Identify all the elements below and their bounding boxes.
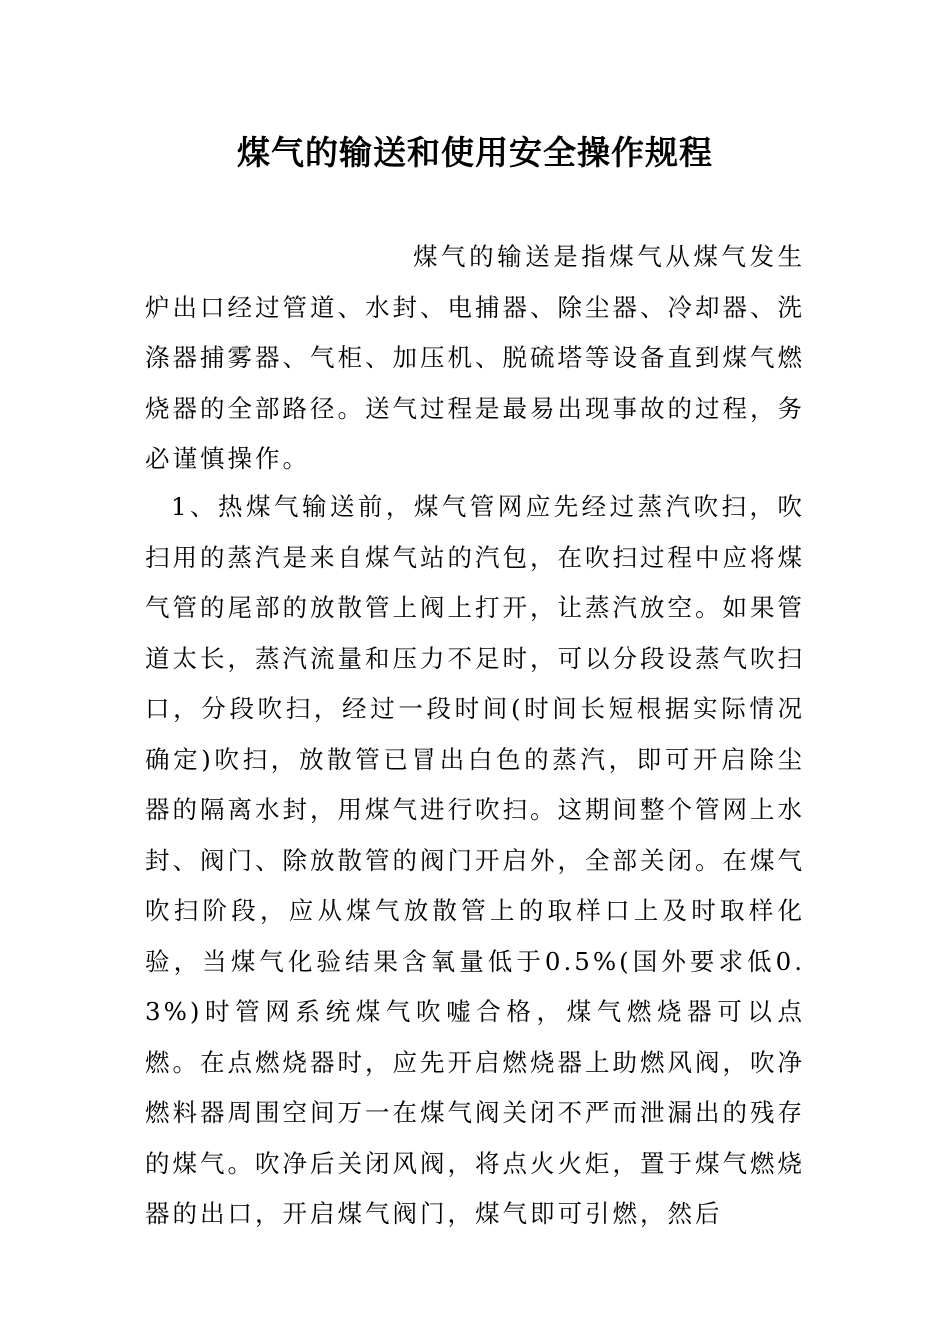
paragraph-item-1: 1、热煤气输送前，煤气管网应先经过蒸汽吹扫，吹扫用的蒸汽是来自煤气站的汽包，在吹扫过程中应将煤气管的尾部的放散管上阀上打开，让蒸汽放空。如果管道太长，蒸汽流量和压力不足时，可以分段设蒸气吹扫口，分段吹扫，经过一段时间(时间长短根据实际情况确定)吹扫，放散管已冒出白色的蒸汽，即可开启除尘器的隔离水封，用煤气进行吹扫。这期间整个管网上水封、阀门、除放散管的阀门开启外，全部关闭。在煤气吹扫阶段，应从煤气放散管上的取样口上及时取样化验，当煤气化验结果含氧量低于0.5%(国外要求低0.3%)时管网系统煤气吹嘘合格，煤气燃烧器可以点燃。在点燃烧器时，应先开启燃烧器上助燃风阀，吹净燃料器周围空间万一在煤气阀关闭不严而泄漏出的残存的煤气。吹净后关闭风阀，将点火火炬，置于煤气燃烧器的出口，开启煤气阀门，煤气即可引燃，然后 bbox=[145, 492, 805, 1228]
document-title: 煤气的输送和使用安全操作规程 bbox=[237, 133, 713, 172]
paragraph-intro: 煤气的输送是指煤气从煤气发生炉出口经过管道、水封、电捕器、除尘器、冷却器、洗涤器捕雾器、气柜、加压机、脱硫塔等设备直到煤气燃烧器的全部路径。送气过程是最易出现事故的过程，务必谨慎操作。 bbox=[145, 242, 805, 473]
